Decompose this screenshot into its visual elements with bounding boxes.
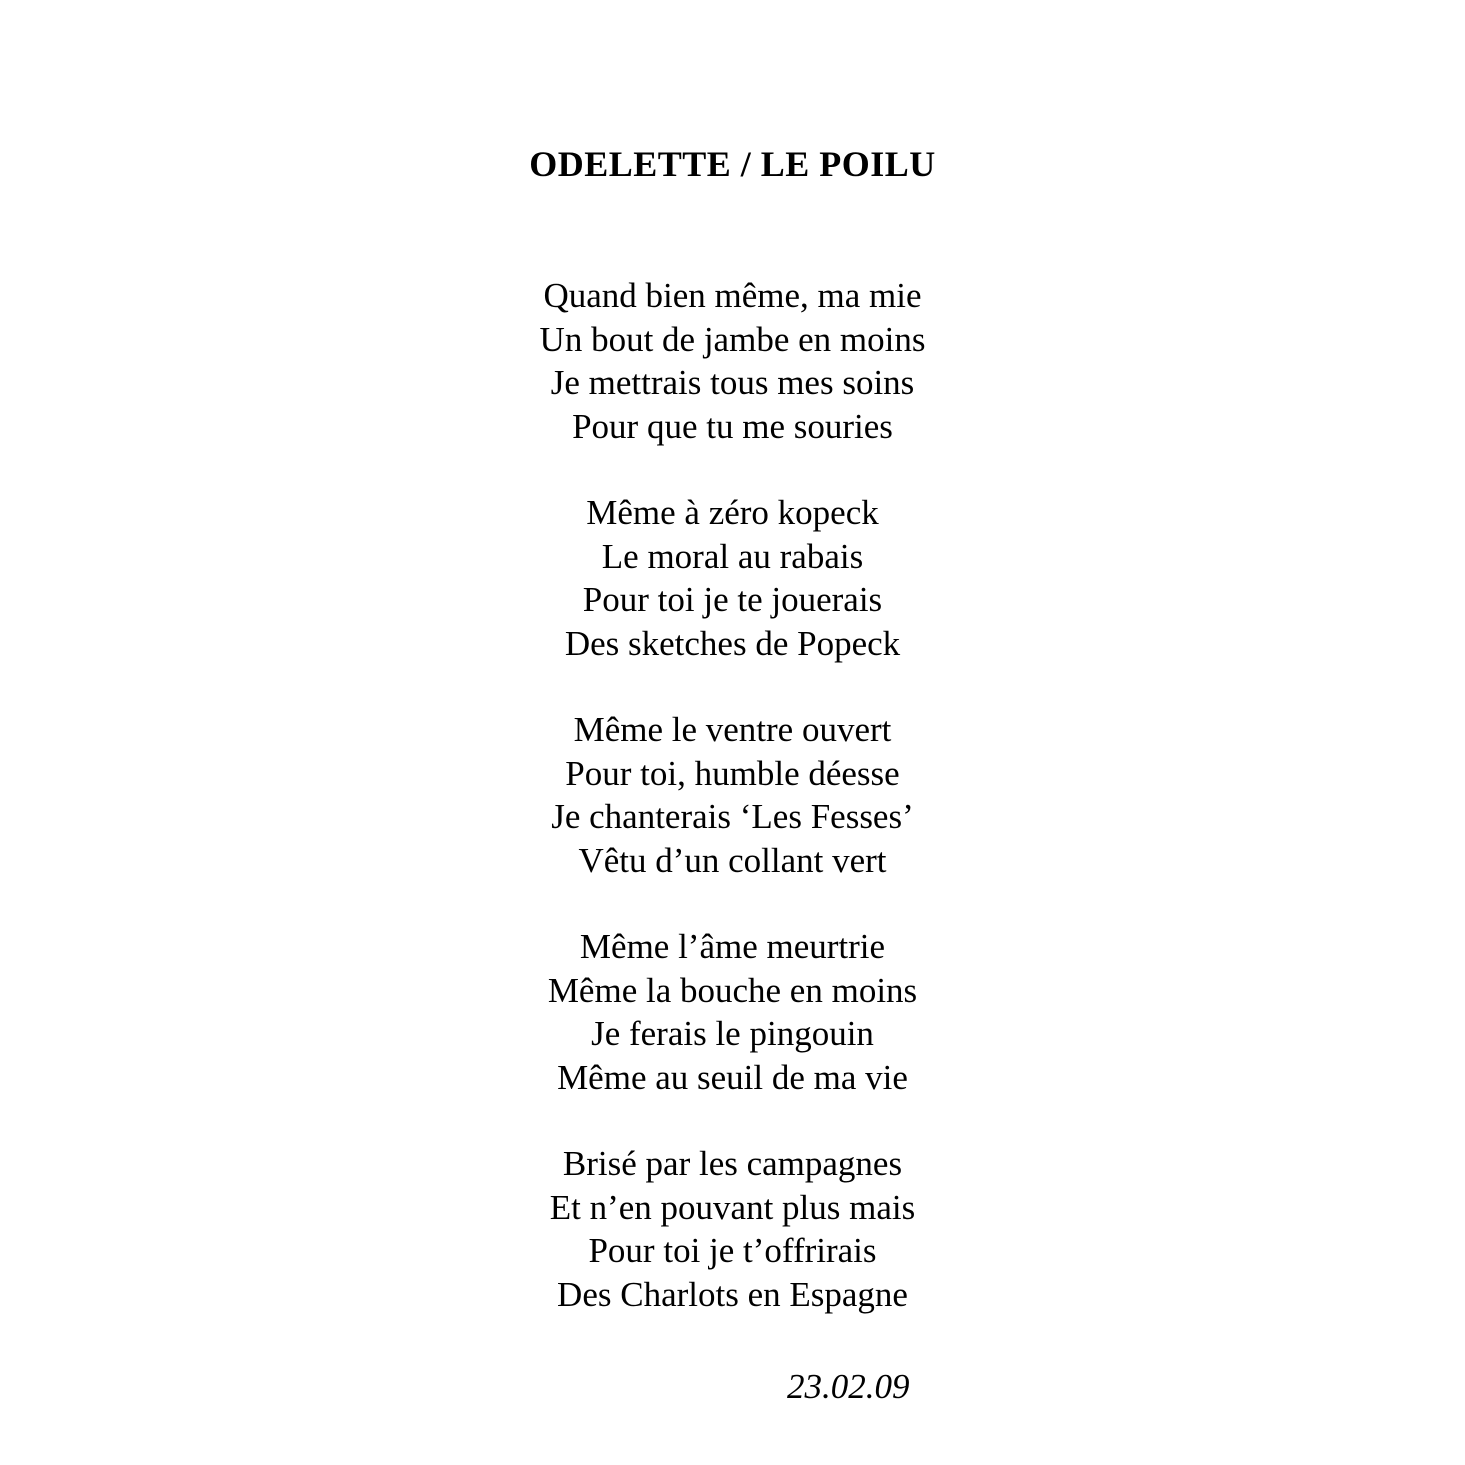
poem-line: Je chanterais ‘Les Fesses’ — [551, 797, 914, 836]
stanza-3 — [0, 708, 1465, 882]
poem-date: 23.02.09 — [787, 1367, 910, 1406]
poem-line: Et n’en pouvant plus mais — [549, 1187, 916, 1227]
poem-line: Je ferais le pingouin — [591, 1014, 874, 1053]
poem-line: Même la bouche en moins — [547, 970, 918, 1010]
poem-line: Même au seuil de ma vie — [557, 1057, 908, 1097]
stanza-4 — [0, 925, 1465, 1099]
poem-line: Un bout de jambe en moins — [539, 319, 926, 359]
poem-title: ODELETTE / LE POILU — [529, 144, 936, 184]
poem-line: Même à zéro kopeck — [586, 493, 879, 532]
stanza-5 — [0, 1142, 1465, 1316]
poem-line: Des Charlots en Espagne — [557, 1274, 908, 1314]
stanza-1 — [0, 274, 1465, 448]
poem-line: Même le ventre ouvert — [573, 710, 892, 749]
poem-line: Pour toi je t’offrirais — [588, 1231, 877, 1270]
poem-line: Même l’âme meurtrie — [579, 927, 886, 966]
poem-line: Pour que tu me souries — [572, 406, 893, 446]
stanza-2 — [0, 491, 1465, 665]
poem-line: Des sketches de Popeck — [564, 623, 901, 663]
poem-line: Je mettrais tous mes soins — [550, 363, 915, 402]
poem-line: Le moral au rabais — [601, 536, 864, 576]
poem-line: Pour toi, humble déesse — [565, 753, 900, 793]
poem-line: Vêtu d’un collant vert — [578, 840, 887, 880]
poem-body — [0, 274, 1465, 1359]
poem-line: Brisé par les campagnes — [562, 1144, 903, 1183]
poem-line: Pour toi je te jouerais — [582, 580, 883, 619]
poem-line: Quand bien même, ma mie — [543, 276, 922, 315]
